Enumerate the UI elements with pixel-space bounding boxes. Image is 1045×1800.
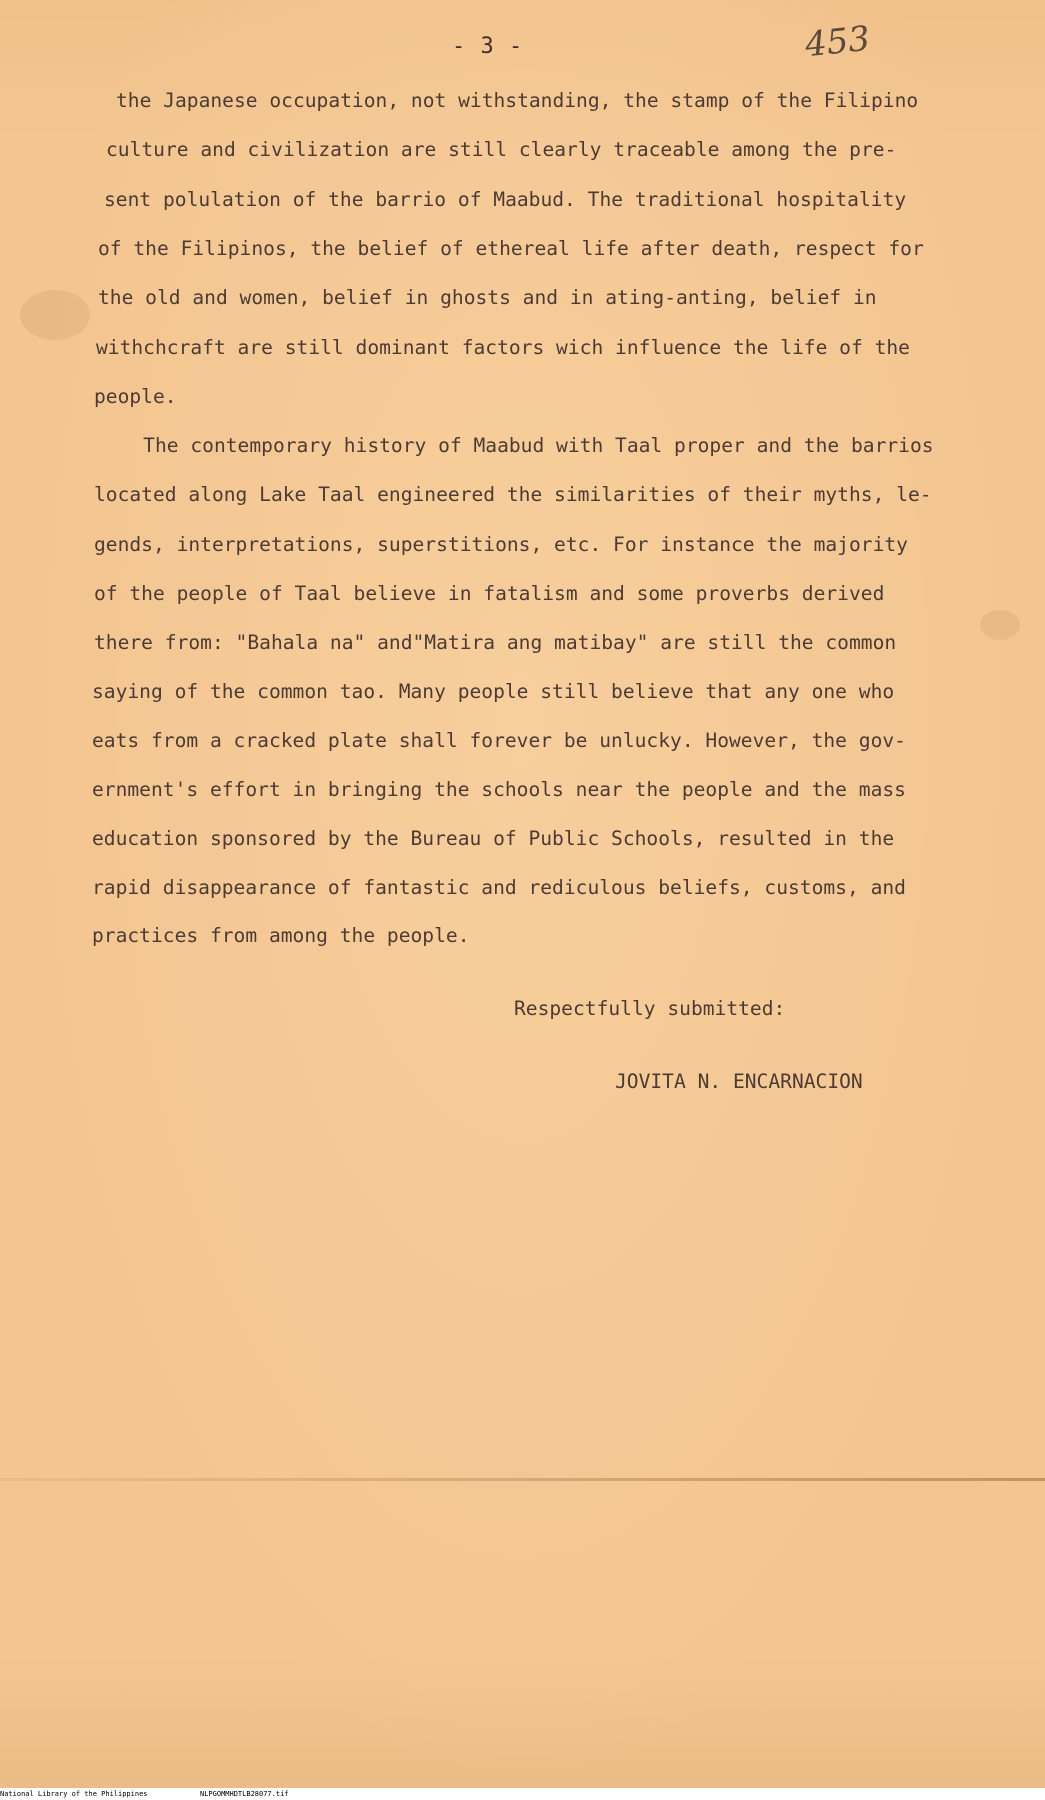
file-identifier: NLPGOMMHDTLB28077.tif xyxy=(200,1790,289,1798)
page-number: - 3 - xyxy=(452,34,524,59)
text-line: ernment's effort in bringing the schools near the people and the mass xyxy=(92,778,906,801)
text-line: The contemporary history of Maabud with Taal proper and the barrios xyxy=(96,434,934,457)
text-line: culture and civilization are still clearly traceable among the pre- xyxy=(106,138,897,161)
text-line: rapid disappearance of fantastic and rediculous beliefs, customs, and xyxy=(92,876,906,899)
text-line: withchcraft are still dominant factors wich influence the life of the xyxy=(96,336,910,359)
paper-stain xyxy=(980,610,1020,640)
text-line: gends, interpretations, superstitions, etc. For instance the majority xyxy=(94,533,908,556)
text-line: the Japanese occupation, not withstanding, the stamp of the Filipino xyxy=(116,89,919,112)
text-line: eats from a cracked plate shall forever be unlucky. However, the gov- xyxy=(92,729,906,752)
text-line: practices from among the people. xyxy=(92,924,470,947)
text-line: located along Lake Taal engineered the similarities of their myths, le- xyxy=(94,483,932,506)
scan-footer xyxy=(0,1788,1045,1800)
text-line: sent polulation of the barrio of Maabud. The traditional hospitality xyxy=(104,188,907,211)
library-credit: National Library of the Philippines xyxy=(0,1790,148,1798)
closing-signoff: Respectfully submitted: xyxy=(514,997,786,1020)
paper-fold-line xyxy=(0,1478,1045,1481)
text-line: the old and women, belief in ghosts and in ating-anting, belief in xyxy=(98,286,877,309)
text-line: saying of the common tao. Many people still believe that any one who xyxy=(92,680,895,703)
text-line: of the people of Taal believe in fatalism and some proverbs derived xyxy=(94,582,885,605)
text-line: education sponsored by the Bureau of Public Schools, resulted in the xyxy=(92,827,895,850)
paper-stain xyxy=(20,290,90,340)
author-signature: JOVITA N. ENCARNACION xyxy=(615,1070,863,1093)
handwritten-page-number: 453 xyxy=(803,18,872,66)
text-line: of the Filipinos, the belief of ethereal life after death, respect for xyxy=(98,237,924,260)
text-line: there from: "Bahala na" and"Matira ang matibay" are still the common xyxy=(94,631,897,654)
text-line: people. xyxy=(94,385,177,408)
